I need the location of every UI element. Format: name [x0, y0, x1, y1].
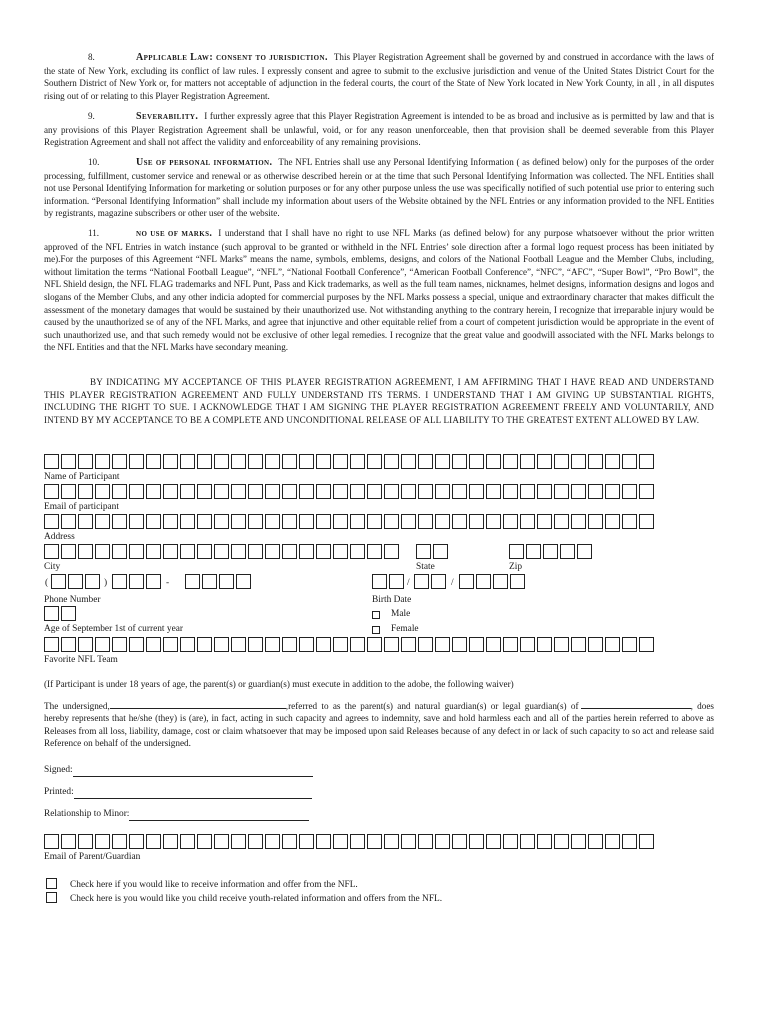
character-box[interactable]	[197, 514, 212, 529]
character-box[interactable]	[493, 574, 508, 589]
character-box[interactable]	[44, 637, 59, 652]
signed-field[interactable]	[44, 764, 313, 777]
character-box[interactable]	[503, 637, 518, 652]
city-label: City	[44, 562, 61, 572]
character-box[interactable]	[95, 637, 110, 652]
character-box[interactable]	[163, 637, 178, 652]
character-box[interactable]	[350, 514, 365, 529]
character-box[interactable]	[431, 574, 446, 589]
character-box[interactable]	[316, 454, 331, 469]
character-box[interactable]	[622, 514, 637, 529]
character-box[interactable]	[435, 514, 450, 529]
address-boxes[interactable]	[44, 514, 656, 529]
character-box[interactable]	[197, 544, 212, 559]
character-box[interactable]	[418, 637, 433, 652]
character-box[interactable]	[520, 454, 535, 469]
name-label: Name of Participant	[44, 472, 120, 482]
character-box[interactable]	[520, 637, 535, 652]
character-box[interactable]	[350, 484, 365, 499]
character-box[interactable]	[316, 544, 331, 559]
character-box[interactable]	[537, 454, 552, 469]
state-label: State	[416, 562, 435, 572]
character-box[interactable]	[571, 834, 586, 849]
character-box[interactable]	[248, 544, 263, 559]
undersigned-paragraph: The undersigned, ,referred to as the parent(s) and natural guardian(s) or legal guardian(s) of , does hereby represents that he/she (they) is (are), in fact, acting in such capacity and agrees to indemnity, save and hold harmless each and all of the parties herein referred to above as Releases from all loss, liability, damage, cost or claim whatsoever that may be imposed upon said Releases because of any defect in or lack of such capacity to so act and release said Reference on behalf of the undersigned.	[44, 701, 714, 749]
character-box[interactable]	[367, 544, 382, 559]
character-box[interactable]	[367, 834, 382, 849]
character-box[interactable]	[214, 637, 229, 652]
character-box[interactable]	[639, 834, 654, 849]
character-box[interactable]	[543, 544, 558, 559]
female-label: Female	[391, 624, 419, 634]
character-box[interactable]	[85, 574, 100, 589]
acceptance-statement: BY INDICATING MY ACCEPTANCE OF THIS PLAYER REGISTRATION AGREEMENT, I AM AFFIRMING THAT I HAVE READ AND UNDERSTAND THIS PLAYER REGISTRATION AGREEMENT AND FULLY UNDERSTAND ITS TERMS. I UNDERSTAND THAT I AM GIVING UP SUBSTANTIAL RIGHTS, INCLUDING THE RIGHT TO SUE. I ACKNOWLEDGE THAT I AM SIGNING THE PLAYER REGISTRATION AGREEMENT FREELY AND VOLUNTARILY, AND INTEND BY MY ACCEPTANCE TO BE A COMPLETE AND UNCONDITIONAL RELEASE OF ALL LIABILITY TO THE GREATEST EXTENT ALLOWED BY LAW.	[44, 377, 714, 425]
character-box[interactable]	[622, 454, 637, 469]
character-box[interactable]	[316, 637, 331, 652]
character-box[interactable]	[384, 484, 399, 499]
character-box[interactable]	[231, 544, 246, 559]
character-box[interactable]	[452, 454, 467, 469]
character-box[interactable]	[78, 637, 93, 652]
character-box[interactable]	[44, 544, 59, 559]
phone-area-boxes[interactable]	[51, 574, 102, 589]
character-box[interactable]	[129, 544, 144, 559]
character-box[interactable]	[214, 514, 229, 529]
signed-label: Signed:	[44, 765, 73, 775]
character-box[interactable]	[78, 454, 93, 469]
youth-info-label: Check here is you would like you child receive youth-related information and offers from the NFL.	[70, 894, 443, 904]
character-box[interactable]	[146, 544, 161, 559]
character-box[interactable]	[282, 544, 297, 559]
team-boxes[interactable]	[44, 637, 656, 652]
character-box[interactable]	[282, 834, 297, 849]
date-separator: /	[451, 578, 454, 588]
character-box[interactable]	[333, 454, 348, 469]
character-box[interactable]	[44, 606, 59, 621]
character-box[interactable]	[163, 454, 178, 469]
character-box[interactable]	[605, 637, 620, 652]
age-label: Age of September 1st of current year	[44, 624, 184, 634]
character-box[interactable]	[520, 834, 535, 849]
character-box[interactable]	[418, 484, 433, 499]
character-box[interactable]	[367, 514, 382, 529]
section-body: I further expressly agree that this Player Registration Agreement is intended to be as broad and inclusive as is permitted by law and that is any provisions of this Player Registration Agreement shall be unlawful, void, or for any reason unenforceable, then that provision shall be deemed severable from this Player Registration Agreement and shall not affect the validity and enforceability of any remaining provisions.	[44, 111, 714, 148]
character-box[interactable]	[639, 484, 654, 499]
character-box[interactable]	[605, 834, 620, 849]
character-box[interactable]	[163, 544, 178, 559]
birth-day-boxes[interactable]	[414, 574, 448, 589]
character-box[interactable]	[61, 637, 76, 652]
character-box[interactable]	[265, 514, 280, 529]
character-box[interactable]	[248, 454, 263, 469]
character-box[interactable]	[180, 514, 195, 529]
character-box[interactable]	[433, 544, 448, 559]
character-box[interactable]	[537, 484, 552, 499]
character-box[interactable]	[401, 454, 416, 469]
character-box[interactable]	[248, 637, 263, 652]
character-box[interactable]	[418, 834, 433, 849]
character-box[interactable]	[316, 484, 331, 499]
character-box[interactable]	[299, 514, 314, 529]
phone-label: Phone Number	[44, 595, 101, 605]
character-box[interactable]	[520, 484, 535, 499]
signed-line[interactable]	[73, 766, 313, 777]
character-box[interactable]	[401, 484, 416, 499]
character-box[interactable]	[248, 514, 263, 529]
character-box[interactable]	[282, 514, 297, 529]
character-box[interactable]	[78, 544, 93, 559]
character-box[interactable]	[622, 484, 637, 499]
character-box[interactable]	[418, 454, 433, 469]
character-box[interactable]	[486, 834, 501, 849]
character-box[interactable]	[469, 834, 484, 849]
character-box[interactable]	[112, 637, 127, 652]
relationship-line[interactable]	[129, 810, 309, 821]
state-boxes[interactable]	[416, 544, 450, 559]
character-box[interactable]	[95, 484, 110, 499]
nfl-info-checkbox[interactable]	[46, 878, 57, 889]
zip-label: Zip	[509, 562, 523, 572]
character-box[interactable]	[129, 637, 144, 652]
character-box[interactable]	[129, 834, 144, 849]
character-box[interactable]	[146, 637, 161, 652]
character-box[interactable]	[503, 454, 518, 469]
section-heading: Severability.	[136, 111, 199, 122]
character-box[interactable]	[231, 484, 246, 499]
character-box[interactable]	[554, 514, 569, 529]
character-box[interactable]	[435, 454, 450, 469]
character-box[interactable]	[605, 514, 620, 529]
printed-label: Printed:	[44, 787, 74, 797]
character-box[interactable]	[476, 574, 491, 589]
character-box[interactable]	[384, 834, 399, 849]
section-heading: no use of marks.	[136, 228, 213, 239]
character-box[interactable]	[214, 484, 229, 499]
character-box[interactable]	[372, 574, 387, 589]
character-box[interactable]	[214, 544, 229, 559]
age-boxes[interactable]	[44, 606, 78, 621]
character-box[interactable]	[219, 574, 234, 589]
character-box[interactable]	[282, 484, 297, 499]
character-box[interactable]	[129, 574, 144, 589]
character-box[interactable]	[163, 514, 178, 529]
character-box[interactable]	[282, 454, 297, 469]
parent-email-boxes[interactable]	[44, 834, 656, 849]
character-box[interactable]	[333, 484, 348, 499]
character-box[interactable]	[503, 484, 518, 499]
character-box[interactable]	[639, 514, 654, 529]
character-box[interactable]	[333, 514, 348, 529]
character-box[interactable]	[197, 834, 212, 849]
character-box[interactable]	[605, 484, 620, 499]
character-box[interactable]	[163, 484, 178, 499]
character-box[interactable]	[129, 484, 144, 499]
guardian-note: (If Participant is under 18 years of age, the parent(s) or guardian(s) must execute in addition to the adobe, the following waiver)	[44, 679, 514, 689]
character-box[interactable]	[588, 484, 603, 499]
character-box[interactable]	[265, 454, 280, 469]
character-box[interactable]	[554, 454, 569, 469]
character-box[interactable]	[61, 454, 76, 469]
team-label: Favorite NFL Team	[44, 655, 118, 665]
female-checkbox[interactable]	[372, 626, 380, 634]
character-box[interactable]	[112, 574, 127, 589]
character-box[interactable]	[129, 514, 144, 529]
character-box[interactable]	[452, 484, 467, 499]
date-separator: /	[407, 578, 410, 588]
character-box[interactable]	[401, 834, 416, 849]
youth-info-checkbox[interactable]	[46, 892, 57, 903]
character-box[interactable]	[350, 544, 365, 559]
character-box[interactable]	[112, 544, 127, 559]
character-box[interactable]	[414, 574, 429, 589]
character-box[interactable]	[180, 454, 195, 469]
character-box[interactable]	[588, 454, 603, 469]
character-box[interactable]	[236, 574, 251, 589]
phone-prefix-boxes[interactable]	[112, 574, 163, 589]
character-box[interactable]	[350, 834, 365, 849]
character-box[interactable]	[367, 454, 382, 469]
character-box[interactable]	[95, 454, 110, 469]
phone-close-paren: )	[104, 578, 108, 588]
character-box[interactable]	[435, 637, 450, 652]
character-box[interactable]	[503, 834, 518, 849]
section-applicable-law: 8. Applicable Law: consent to jurisdiction. This Player Registration Agreement shall be governed by and construed in accordance with the laws of the state of New York, excluding its conflict of law rules. I expressly consent and agree to submit to the exclusive jurisdiction and venue of the United States District Court for the Southern District of New York or, for matters not acceptable of adjunction in the federal courts, the court of the State of New York located in New York County, in all , in all disputes rising out of or relating to this Player Registration Agreement.	[44, 52, 714, 101]
name-boxes[interactable]	[44, 454, 656, 469]
character-box[interactable]	[316, 834, 331, 849]
section-no-use-of-marks: 11. no use of marks. I understand that I shall have no right to use NFL Marks (as defined below) for any purpose whatsoever without the prior written approved of the NFL Entries in watch instance (such approval to be granted or withheld in the NFL Entries’ sole direction after a formal logo request process has been initiated by me).For the purposes of this Agreement “NFL Marks” means the name, symbols, emblems, designs, and colors of the National Football League and the Member Clubs, including, without limitation the terms “National Football League”, “NFL”, “National Football Conference”, “American Football Conference”, “NFC”, “AFC”, “Super Bowl”, “Pro Bowl”, the NFL Shield design, the NFL FLAG trademarks and NFL Punt, Pass and Kick trademarks, as well as the full team names, nicknames, helmet designs, information designs and logos and slogans of the Member Clubs, and any other indicia adopted for commercial purposes by the NFL Marks possess a special, unique and extraordinary character that makes difficult the assessment of the monetary damages that would be sustained by their unauthorized use. Not withstanding anything to the contrary herein, I recognize that irreparable injury would be caused by the unauthorized se of any of the NFL Marks, and agree that injunctive and other equitable relief from a court of competent jurisdiction would be appropriate in the event of such unauthorized use, and that such remedy would not be exclusive of other legal remedies. I recognize that the great value and goodwill associated with the NFL Marks belongs to the NFL Entities and that the NFL Marks have secondary meaning.	[44, 228, 714, 353]
character-box[interactable]	[61, 834, 76, 849]
character-box[interactable]	[231, 834, 246, 849]
character-box[interactable]	[265, 544, 280, 559]
character-box[interactable]	[384, 637, 399, 652]
character-box[interactable]	[639, 454, 654, 469]
undersigned-name-line[interactable]	[110, 699, 286, 709]
character-box[interactable]	[146, 454, 161, 469]
character-box[interactable]	[299, 544, 314, 559]
character-box[interactable]	[68, 574, 83, 589]
birth-year-boxes[interactable]	[459, 574, 527, 589]
birth-date-label: Birth Date	[372, 595, 412, 605]
printed-field[interactable]	[44, 786, 312, 799]
character-box[interactable]	[78, 484, 93, 499]
section-heading: Use of personal information.	[136, 157, 273, 168]
character-box[interactable]	[112, 514, 127, 529]
character-box[interactable]	[509, 544, 524, 559]
character-box[interactable]	[214, 834, 229, 849]
character-box[interactable]	[469, 637, 484, 652]
character-box[interactable]	[469, 484, 484, 499]
character-box[interactable]	[299, 637, 314, 652]
character-box[interactable]	[367, 637, 382, 652]
character-box[interactable]	[95, 834, 110, 849]
character-box[interactable]	[95, 544, 110, 559]
section-body: This Player Registration Agreement shall be governed by and construed in accordance with the laws of the state of New York, excluding its conflict of law rules. I expressly consent and agree to submit to the exclusive jurisdiction and venue of the United States District Court for the Southern District of New York or, for matters not acceptable of adjunction in the federal courts, the court of the State of New York located in New York County, in all , in all disputes rising out of or relating to this Player Registration Agreement.	[44, 52, 714, 101]
character-box[interactable]	[265, 834, 280, 849]
character-box[interactable]	[61, 484, 76, 499]
character-box[interactable]	[622, 637, 637, 652]
character-box[interactable]	[299, 454, 314, 469]
section-personal-information: 10. Use of personal information. The NFL Entries shall use any Personal Identifying Information ( as defined below) only for the purposes of the order processing, fulfillment, customer service and renewal or as otherwise described herein or at the time that such Personal Identifying Information was collected. The NFL Entities shall not use Personal Identifying Information for marketing or solution purposes or for any other purpose unless the use was specifically notified of such potential use prior to entering such information. “Personal Identifying Information” shall include my information about users of the Website obtained by the NFL Entries or any information provided to the NFL Entities by registrants, magazine subscribers or other user of the website.	[44, 157, 714, 219]
phone-line-boxes[interactable]	[185, 574, 253, 589]
character-box[interactable]	[112, 484, 127, 499]
character-box[interactable]	[146, 484, 161, 499]
character-box[interactable]	[520, 514, 535, 529]
character-box[interactable]	[418, 514, 433, 529]
character-box[interactable]	[350, 454, 365, 469]
phone-open-paren: (	[45, 578, 49, 588]
character-box[interactable]	[560, 544, 575, 559]
character-box[interactable]	[299, 834, 314, 849]
character-box[interactable]	[282, 637, 297, 652]
character-box[interactable]	[163, 834, 178, 849]
character-box[interactable]	[78, 834, 93, 849]
printed-line[interactable]	[74, 788, 312, 799]
character-box[interactable]	[180, 544, 195, 559]
character-box[interactable]	[146, 514, 161, 529]
character-box[interactable]	[333, 834, 348, 849]
character-box[interactable]	[44, 454, 59, 469]
character-box[interactable]	[401, 514, 416, 529]
character-box[interactable]	[95, 514, 110, 529]
character-box[interactable]	[588, 514, 603, 529]
character-box[interactable]	[459, 574, 474, 589]
relationship-field[interactable]	[44, 808, 309, 821]
character-box[interactable]	[316, 514, 331, 529]
email-boxes[interactable]	[44, 484, 656, 499]
character-box[interactable]	[180, 637, 195, 652]
relationship-label: Relationship to Minor:	[44, 809, 130, 819]
character-box[interactable]	[146, 574, 161, 589]
minor-name-line[interactable]	[581, 699, 691, 709]
male-label: Male	[391, 609, 411, 619]
character-box[interactable]	[197, 637, 212, 652]
character-box[interactable]	[367, 484, 382, 499]
character-box[interactable]	[231, 637, 246, 652]
character-box[interactable]	[416, 544, 431, 559]
character-box[interactable]	[554, 637, 569, 652]
character-box[interactable]	[61, 544, 76, 559]
character-box[interactable]	[537, 514, 552, 529]
character-box[interactable]	[44, 834, 59, 849]
character-box[interactable]	[389, 574, 404, 589]
character-box[interactable]	[231, 454, 246, 469]
birth-month-boxes[interactable]	[372, 574, 406, 589]
section-heading: Applicable Law: consent to jurisdiction.	[136, 52, 328, 63]
character-box[interactable]	[486, 454, 501, 469]
character-box[interactable]	[180, 834, 195, 849]
character-box[interactable]	[333, 544, 348, 559]
character-box[interactable]	[265, 637, 280, 652]
character-box[interactable]	[452, 514, 467, 529]
email-label: Email of participant	[44, 502, 119, 512]
nfl-info-label: Check here if you would like to receive information and offer from the NFL.	[70, 880, 358, 890]
character-box[interactable]	[588, 834, 603, 849]
character-box[interactable]	[503, 514, 518, 529]
character-box[interactable]	[469, 454, 484, 469]
phone-dash: -	[166, 578, 170, 588]
character-box[interactable]	[537, 834, 552, 849]
character-box[interactable]	[202, 574, 217, 589]
character-box[interactable]	[51, 574, 66, 589]
character-box[interactable]	[44, 514, 59, 529]
character-box[interactable]	[571, 637, 586, 652]
character-box[interactable]	[333, 637, 348, 652]
character-box[interactable]	[112, 454, 127, 469]
character-box[interactable]	[44, 484, 59, 499]
character-box[interactable]	[214, 454, 229, 469]
character-box[interactable]	[605, 454, 620, 469]
city-boxes[interactable]	[44, 544, 401, 559]
zip-boxes[interactable]	[509, 544, 594, 559]
character-box[interactable]	[486, 484, 501, 499]
character-box[interactable]	[61, 606, 76, 621]
character-box[interactable]	[486, 514, 501, 529]
character-box[interactable]	[571, 484, 586, 499]
address-label: Address	[44, 532, 75, 542]
character-box[interactable]	[61, 514, 76, 529]
character-box[interactable]	[639, 637, 654, 652]
character-box[interactable]	[526, 544, 541, 559]
character-box[interactable]	[435, 484, 450, 499]
character-box[interactable]	[112, 834, 127, 849]
character-box[interactable]	[554, 484, 569, 499]
character-box[interactable]	[622, 834, 637, 849]
character-box[interactable]	[78, 514, 93, 529]
character-box[interactable]	[129, 454, 144, 469]
character-box[interactable]	[197, 454, 212, 469]
character-box[interactable]	[384, 454, 399, 469]
character-box[interactable]	[231, 514, 246, 529]
character-box[interactable]	[469, 514, 484, 529]
character-box[interactable]	[265, 484, 280, 499]
female-option[interactable]	[372, 624, 419, 635]
character-box[interactable]	[146, 834, 161, 849]
character-box[interactable]	[248, 484, 263, 499]
character-box[interactable]	[248, 834, 263, 849]
character-box[interactable]	[452, 637, 467, 652]
character-box[interactable]	[571, 454, 586, 469]
character-box[interactable]	[384, 544, 399, 559]
character-box[interactable]	[180, 484, 195, 499]
character-box[interactable]	[384, 514, 399, 529]
male-checkbox[interactable]	[372, 611, 380, 619]
character-box[interactable]	[554, 834, 569, 849]
section-body: The NFL Entries shall use any Personal Identifying Information ( as defined below) only for the purposes of the order processing, fulfillment, customer service and renewal or as otherwise described herein or at the time that such Personal Identifying Information was collected. The NFL Entities shall not use Personal Identifying Information for marketing or solution purposes or for any other purpose unless the use was specifically notified of such potential use prior to entering such information. “Personal Identifying Information” shall include my information about users of the Website obtained by the NFL Entries or any information provided to the NFL Entities by registrants, magazine subscribers or other user of the website.	[44, 157, 714, 219]
character-box[interactable]	[350, 637, 365, 652]
character-box[interactable]	[571, 514, 586, 529]
character-box[interactable]	[452, 834, 467, 849]
character-box[interactable]	[486, 637, 501, 652]
character-box[interactable]	[401, 637, 416, 652]
character-box[interactable]	[588, 637, 603, 652]
character-box[interactable]	[537, 637, 552, 652]
male-option[interactable]	[372, 609, 410, 620]
character-box[interactable]	[510, 574, 525, 589]
section-severability: 9. Severability. I further expressly agree that this Player Registration Agreement is intended to be as broad and inclusive as is permitted by law and that is any provisions of this Player Registration Agreement shall be unlawful, void, or for any reason unenforceable, then that provision shall be deemed severable from this Player Registration Agreement and shall not affect the validity and enforceability of any remaining provisions.	[44, 111, 714, 148]
character-box[interactable]	[299, 484, 314, 499]
section-body: I understand that I shall have no right to use NFL Marks (as defined below) for any purpose whatsoever without the prior written approved of the NFL Entries in watch instance (such approval to be granted or withheld in the NFL Entries’ sole direction after a formal logo request process has been initiated by me).For the purposes of this Agreement “NFL Marks” means the name, symbols, emblems, designs, and colors of the National Football League and the Member Clubs, including, without limitation the terms “National Football League”, “NFL”, “National Football Conference”, “American Football Conference”, “NFC”, “AFC”, “Super Bowl”, “Pro Bowl”, the NFL Shield design, the NFL FLAG trademarks and NFL Punt, Pass and Kick trademarks, as well as the full team names, nicknames, helmet designs, information designs and logos and slogans of the Member Clubs, and any other indicia adopted for commercial purposes by the NFL Marks possess a special, unique and extraordinary character that makes difficult the assessment of the monetary damages that would be sustained by their unauthorized use. Not withstanding anything to the contrary herein, I recognize that irreparable injury would be caused by the unauthorized se of any of the NFL Marks, and agree that injunctive and other equitable relief from a court of competent jurisdiction would be appropriate in the event of such unauthorized use, and that such remedy would not be exclusive of other legal remedies. I recognize that the great value and goodwill associated with the NFL Marks belongs to the NFL Entities and that the NFL Marks have secondary meaning.	[44, 228, 714, 353]
parent-email-label: Email of Parent/Guardian	[44, 852, 141, 862]
character-box[interactable]	[577, 544, 592, 559]
character-box[interactable]	[435, 834, 450, 849]
character-box[interactable]	[185, 574, 200, 589]
character-box[interactable]	[197, 484, 212, 499]
